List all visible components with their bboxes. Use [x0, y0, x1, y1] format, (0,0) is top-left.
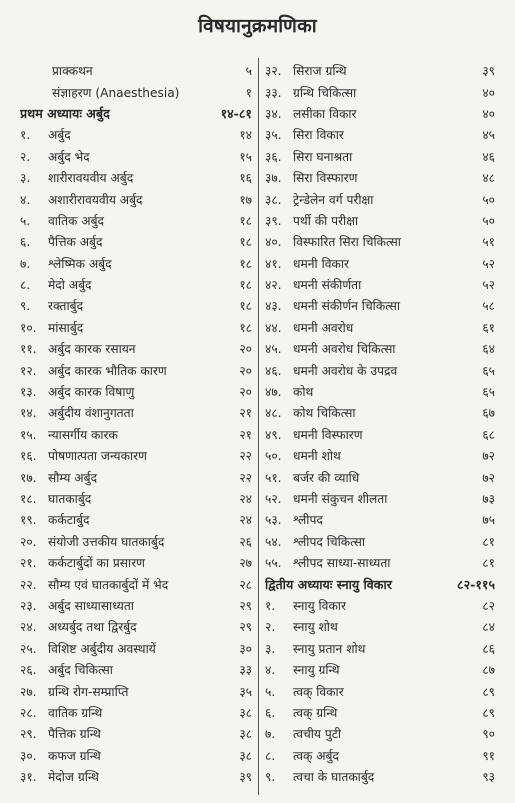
entry-title: श्लीपद चिकित्सा [293, 534, 366, 549]
entry-number: ६. [265, 705, 276, 720]
entry-page-number: १८ [239, 299, 252, 314]
entry-page-number: २४ [239, 492, 252, 506]
toc-entry [265, 188, 495, 209]
toc-entry [265, 680, 495, 701]
entry-number: ५. [20, 213, 31, 228]
entry-number: ३१. [20, 770, 37, 785]
entry-title: लसीका विकार [293, 106, 357, 121]
toc-entry [20, 424, 252, 445]
entry-page-number: ३९ [239, 770, 252, 785]
chapter-page-range: १४-८१ [220, 105, 252, 121]
entry-page-number: ३८ [239, 705, 252, 720]
toc-entry [265, 167, 495, 188]
entry-page-number: ८९ [482, 705, 495, 720]
entry-number: ५३. [265, 513, 282, 528]
entry-page-number: ७३ [482, 492, 495, 506]
toc-entry [265, 723, 495, 744]
entry-page-number: ३८ [239, 748, 252, 763]
entry-title: सौम्य एवं घातकार्बुदों में भेद [48, 577, 169, 592]
entry-number: १७. [20, 470, 37, 485]
entry-number: ४६. [265, 363, 282, 378]
entry-number: २४. [20, 620, 37, 635]
entry-page-number: ६१ [482, 320, 495, 335]
entry-title: अर्बुद चिकित्सा [48, 663, 113, 678]
entry-title: अर्बुद कारक भौतिक कारण [48, 363, 167, 378]
toc-entry [20, 745, 252, 766]
entry-page-number: १८ [239, 320, 252, 335]
entry-number: २. [20, 149, 31, 164]
toc-entry [20, 680, 252, 701]
entry-page-number: ८९ [482, 684, 495, 699]
entry-page-number: ६७ [482, 406, 495, 421]
entry-page-number: ७२ [482, 449, 495, 464]
entry-page-number: ८७ [482, 663, 495, 678]
entry-title: धमनी अवरोध चिकित्सा [293, 342, 396, 357]
toc-entry [265, 60, 495, 81]
toc-entry [265, 253, 495, 274]
entry-title: विशिष्ट अर्बुदीय अवस्थायें [48, 641, 156, 656]
entry-title: पर्थी की परीक्षा [293, 213, 359, 228]
entry-page-number: ३८ [239, 727, 252, 742]
entry-title: वातिक अर्बुद [48, 213, 105, 228]
entry-title: ग्रन्थि चिकित्सा [293, 85, 357, 100]
entry-title: सिराज ग्रन्थि [293, 64, 347, 79]
entry-number: १. [20, 128, 31, 143]
entry-title: संयोजी उत्तकीय घातकार्बुद [48, 534, 165, 549]
entry-title: वातिक ग्रन्थि [48, 705, 103, 720]
entry-number: ४२. [265, 278, 282, 293]
entry-title: शारीरावयवीय अर्बुद [48, 171, 134, 186]
entry-title: स्नायु प्रतान शोथ [293, 641, 366, 656]
entry-number: ४१. [265, 256, 282, 271]
toc-entry [265, 295, 495, 316]
entry-number: ३३. [265, 85, 282, 100]
toc-entry [20, 445, 252, 466]
toc-entry [20, 338, 252, 359]
entry-number: ४५. [265, 342, 282, 357]
entry-title: संज्ञाहरण (Anaesthesia) [52, 85, 180, 100]
entry-number: ७. [20, 256, 31, 271]
toc-entry [20, 188, 252, 209]
entry-number: २१. [20, 556, 37, 571]
toc-entry [20, 402, 252, 423]
entry-page-number: २० [239, 342, 252, 357]
entry-number: ३७. [265, 171, 282, 186]
entry-title: सिरा विस्फारण [293, 171, 358, 186]
entry-title: रक्तार्बुद [48, 299, 84, 314]
entry-title: घातकार्बुद [48, 492, 92, 506]
toc-entry [265, 402, 495, 423]
entry-page-number: ७२ [482, 470, 495, 485]
entry-page-number: ८१ [482, 534, 495, 549]
entry-page-number: ४० [482, 85, 495, 100]
chapter-title: द्वितीय अध्यायः स्नायु विकार [265, 576, 392, 592]
entry-title: विस्फारित सिरा चिकित्सा [293, 235, 401, 250]
entry-page-number: २० [239, 363, 252, 378]
entry-page-number: ५८ [482, 299, 495, 314]
entry-page-number: ५० [482, 213, 495, 228]
entry-number: ४. [20, 192, 31, 207]
entry-title: धमनी अवरोध के उपद्रव [293, 363, 398, 378]
toc-entry [20, 702, 252, 723]
toc-entry [20, 81, 252, 102]
entry-page-number: ५ [245, 64, 252, 79]
entry-title: धमनी विकार [293, 256, 350, 271]
entry-title: धमनी अवरोध [293, 320, 354, 335]
entry-title: त्वक् ग्रन्थि [293, 705, 338, 720]
toc-entry [20, 295, 252, 316]
toc-entry [20, 317, 252, 338]
chapter-page-range: ८२-११५ [457, 576, 495, 592]
entry-number: ९. [265, 770, 276, 785]
entry-page-number: ४५ [482, 128, 495, 143]
toc-entry [20, 595, 252, 616]
entry-title: धमनी विस्फारण [293, 427, 363, 442]
entry-page-number: १८ [239, 235, 252, 250]
entry-number: ३९. [265, 213, 282, 228]
entry-title: मेदोज ग्रन्थि [48, 770, 99, 785]
toc-entry [265, 317, 495, 338]
entry-number: २८. [20, 705, 37, 720]
toc-entry [265, 659, 495, 680]
entry-number: ५१. [265, 470, 282, 485]
toc-entry [265, 595, 495, 616]
toc-entry [265, 766, 495, 787]
toc-entry [265, 146, 495, 167]
entry-page-number: २१ [239, 406, 252, 421]
toc-entry [265, 445, 495, 466]
entry-page-number: ५२ [482, 256, 495, 271]
entry-title: प्राक्कथन [52, 64, 93, 79]
entry-page-number: १८ [239, 213, 252, 228]
entry-number: १०. [20, 320, 37, 335]
toc-entry [265, 274, 495, 295]
entry-number: ३८. [265, 192, 282, 207]
entry-number: १९. [20, 513, 37, 528]
entry-page-number: ६५ [482, 363, 495, 378]
entry-number: ३२. [265, 64, 282, 79]
entry-title: सौम्य अर्बुद [48, 470, 98, 485]
entry-title: कोथ [293, 385, 314, 400]
entry-number: ७. [265, 727, 276, 742]
entry-number: २०. [20, 534, 37, 549]
entry-title: अध्यर्बुद तथा द्विरर्बुद [48, 620, 137, 635]
chapter-heading [20, 103, 252, 124]
entry-page-number: १ [245, 85, 252, 100]
toc-entry [265, 424, 495, 445]
entry-number: ४३. [265, 299, 282, 314]
entry-page-number: ९० [482, 727, 495, 742]
entry-page-number: ८१ [482, 556, 495, 571]
entry-title: पैत्तिक ग्रन्थि [48, 727, 101, 742]
entry-page-number: ७५ [482, 513, 495, 528]
entry-page-number: ५१ [482, 235, 495, 250]
entry-page-number: ३५ [239, 684, 252, 699]
entry-number: ३. [265, 641, 276, 656]
toc-entry [20, 488, 252, 509]
entry-title: अर्बुद साध्यासाध्यता [48, 598, 134, 613]
entry-title: त्वचीय पुटी [293, 727, 342, 742]
entry-title: पोषणात्पता जन्यकारण [48, 449, 147, 464]
toc-entry [20, 531, 252, 552]
entry-page-number: २४ [239, 513, 252, 528]
entry-page-number: १७ [239, 192, 252, 207]
toc-entry [20, 509, 252, 530]
toc-entry [265, 359, 495, 380]
entry-page-number: ८४ [482, 620, 495, 635]
entry-page-number: ५० [482, 192, 495, 207]
entry-number: ६. [20, 235, 31, 250]
toc-entry [20, 552, 252, 573]
entry-page-number: १४ [239, 128, 252, 143]
entry-number: २५. [20, 641, 37, 656]
toc-entry [20, 466, 252, 487]
entry-title: त्वचा के घातकार्बुद [293, 770, 375, 785]
toc-entry [265, 702, 495, 723]
entry-title: कर्कटार्बुद [48, 513, 90, 528]
entry-title: सिरा विकार [293, 128, 344, 143]
toc-entry [265, 81, 495, 102]
entry-number: ४. [265, 663, 276, 678]
entry-number: १४. [20, 406, 37, 421]
entry-page-number: १६ [239, 171, 252, 186]
entry-title: मांसार्बुद [48, 320, 84, 335]
toc-entry [20, 381, 252, 402]
entry-number: ४७. [265, 385, 282, 400]
entry-title: धमनी संकीर्णता [293, 278, 362, 293]
entry-number: २३. [20, 598, 37, 613]
entry-title: स्नायु शोथ [293, 620, 338, 635]
toc-entry [265, 210, 495, 231]
chapter-heading [265, 573, 495, 594]
entry-number: ५५. [265, 556, 282, 571]
entry-number: ३. [20, 171, 31, 186]
entry-title: मेदो अर्बुद [48, 278, 92, 293]
entry-number: १६. [20, 449, 37, 464]
toc-entry [265, 509, 495, 530]
toc-right-column [265, 60, 495, 787]
entry-page-number: २९ [239, 620, 252, 635]
toc-entry [265, 124, 495, 145]
entry-page-number: २० [239, 385, 252, 400]
toc-entry [20, 124, 252, 145]
toc-entry [265, 552, 495, 573]
entry-page-number: १५ [239, 149, 252, 164]
toc-entry [265, 381, 495, 402]
entry-number: ३५. [265, 128, 282, 143]
toc-entry [20, 146, 252, 167]
entry-page-number: ४० [482, 106, 495, 121]
toc-entry [265, 466, 495, 487]
entry-title: त्वक् विकार [293, 684, 344, 699]
toc-entry [265, 616, 495, 637]
entry-page-number: ५२ [482, 278, 495, 293]
entry-number: २७. [20, 684, 37, 699]
entry-title: कोथ चिकित्सा [293, 406, 356, 421]
entry-number: ५४. [265, 534, 282, 549]
entry-title: ग्रन्थि रोग-सम्प्राप्ति [48, 684, 129, 699]
toc-entry [265, 638, 495, 659]
entry-number: ५२. [265, 492, 282, 506]
entry-page-number: ६४ [482, 342, 495, 357]
entry-number: २. [265, 620, 276, 635]
entry-title: पैत्तिक अर्बुद [48, 235, 103, 250]
toc-entry [20, 766, 252, 787]
entry-number: ८. [20, 278, 31, 293]
toc-entry [20, 659, 252, 680]
entry-number: ४८. [265, 406, 282, 421]
entry-title: श्लीपद [293, 513, 323, 528]
entry-page-number: ९३ [482, 770, 495, 785]
entry-page-number: २७ [239, 556, 252, 571]
toc-entry [265, 338, 495, 359]
entry-number: ४४. [265, 320, 282, 335]
entry-page-number: ६८ [482, 427, 495, 442]
entry-page-number: २१ [239, 427, 252, 442]
entry-number: १३. [20, 385, 37, 400]
entry-page-number: ८६ [482, 641, 495, 656]
toc-entry [20, 723, 252, 744]
toc-left-column [20, 60, 252, 787]
entry-title: अर्बुदीय वंशानुगतता [48, 406, 134, 421]
toc-entry [265, 103, 495, 124]
entry-page-number: २९ [239, 598, 252, 613]
entry-number: १५. [20, 427, 37, 442]
entry-title: श्लेष्मिक अर्बुद [48, 256, 112, 271]
entry-number: २६. [20, 663, 37, 678]
toc-entry [265, 745, 495, 766]
entry-page-number: १८ [239, 278, 252, 293]
page-title: विषयानुक्रमणिका [198, 15, 317, 37]
entry-page-number: ४८ [482, 171, 495, 186]
entry-title: कफज ग्रन्थि [48, 748, 101, 763]
entry-title: अशारीरावयवीय अर्बुद [48, 192, 143, 207]
entry-title: स्नायु ग्रन्थि [293, 663, 340, 678]
entry-number: ११. [20, 342, 37, 357]
toc-entry [20, 638, 252, 659]
entry-number: १२. [20, 363, 37, 378]
entry-page-number: ६५ [482, 385, 495, 400]
entry-page-number: ४६ [482, 149, 495, 164]
toc-entry [265, 531, 495, 552]
column-divider [258, 58, 259, 795]
toc-entry [20, 573, 252, 594]
toc-entry [20, 167, 252, 188]
entry-number: ५. [265, 684, 276, 699]
entry-title: त्वक् अर्बुद [293, 748, 339, 763]
toc-entry [20, 231, 252, 252]
entry-title: धमनी संकीर्णन चिकित्सा [293, 299, 401, 314]
toc-entry [20, 210, 252, 231]
entry-page-number: ३० [239, 641, 252, 656]
entry-title: कर्कटार्बुदों का प्रसारण [48, 556, 145, 571]
entry-number: ४०. [265, 235, 282, 250]
entry-number: १८. [20, 492, 37, 506]
entry-page-number: ३३ [239, 663, 252, 678]
entry-number: ८. [265, 748, 276, 763]
entry-title: बर्जर की व्याधि [293, 470, 360, 485]
entry-page-number: ९१ [482, 748, 495, 763]
entry-number: १. [265, 598, 276, 613]
entry-page-number: १८ [239, 256, 252, 271]
toc-entry [265, 231, 495, 252]
entry-title: अर्बुद [48, 128, 71, 143]
entry-number: ५०. [265, 449, 282, 464]
toc-entry [20, 616, 252, 637]
entry-page-number: २८ [239, 577, 252, 592]
chapter-title: प्रथम अध्यायः अर्बुद [20, 105, 110, 121]
entry-title: स्नायु विकार [293, 598, 346, 613]
entry-page-number: ८२ [482, 598, 495, 613]
entry-number: ३४. [265, 106, 282, 121]
entry-number: ३०. [20, 748, 37, 763]
entry-title: धमनी संकुचन शीलता [293, 492, 388, 506]
entry-title: अर्बुद भेद [48, 149, 90, 164]
entry-page-number: २२ [239, 470, 252, 485]
entry-number: २२. [20, 577, 37, 592]
entry-title: अर्बुद कारक रसायन [48, 342, 136, 357]
entry-title: श्लीपद साध्या-साध्यता [293, 556, 391, 571]
entry-title: न्यासर्गीय कारक [48, 427, 118, 442]
toc-entry [20, 359, 252, 380]
entry-number: ४९. [265, 427, 282, 442]
toc-entry [265, 488, 495, 509]
entry-number: ९. [20, 299, 31, 314]
toc-entry [20, 274, 252, 295]
entry-title: धमनी शोथ [293, 449, 341, 464]
entry-page-number: ३९ [482, 64, 495, 79]
entry-title: ट्रेन्डेलेन वर्ग परीक्षा [293, 192, 374, 207]
entry-title: अर्बुद कारक विषाणु [48, 385, 135, 400]
entry-title: सिरा घनाश्रता [293, 149, 353, 164]
toc-entry [20, 60, 252, 81]
entry-page-number: २२ [239, 449, 252, 464]
entry-number: ३६. [265, 149, 282, 164]
entry-page-number: २६ [239, 534, 252, 549]
entry-number: २९. [20, 727, 37, 742]
toc-entry [20, 253, 252, 274]
